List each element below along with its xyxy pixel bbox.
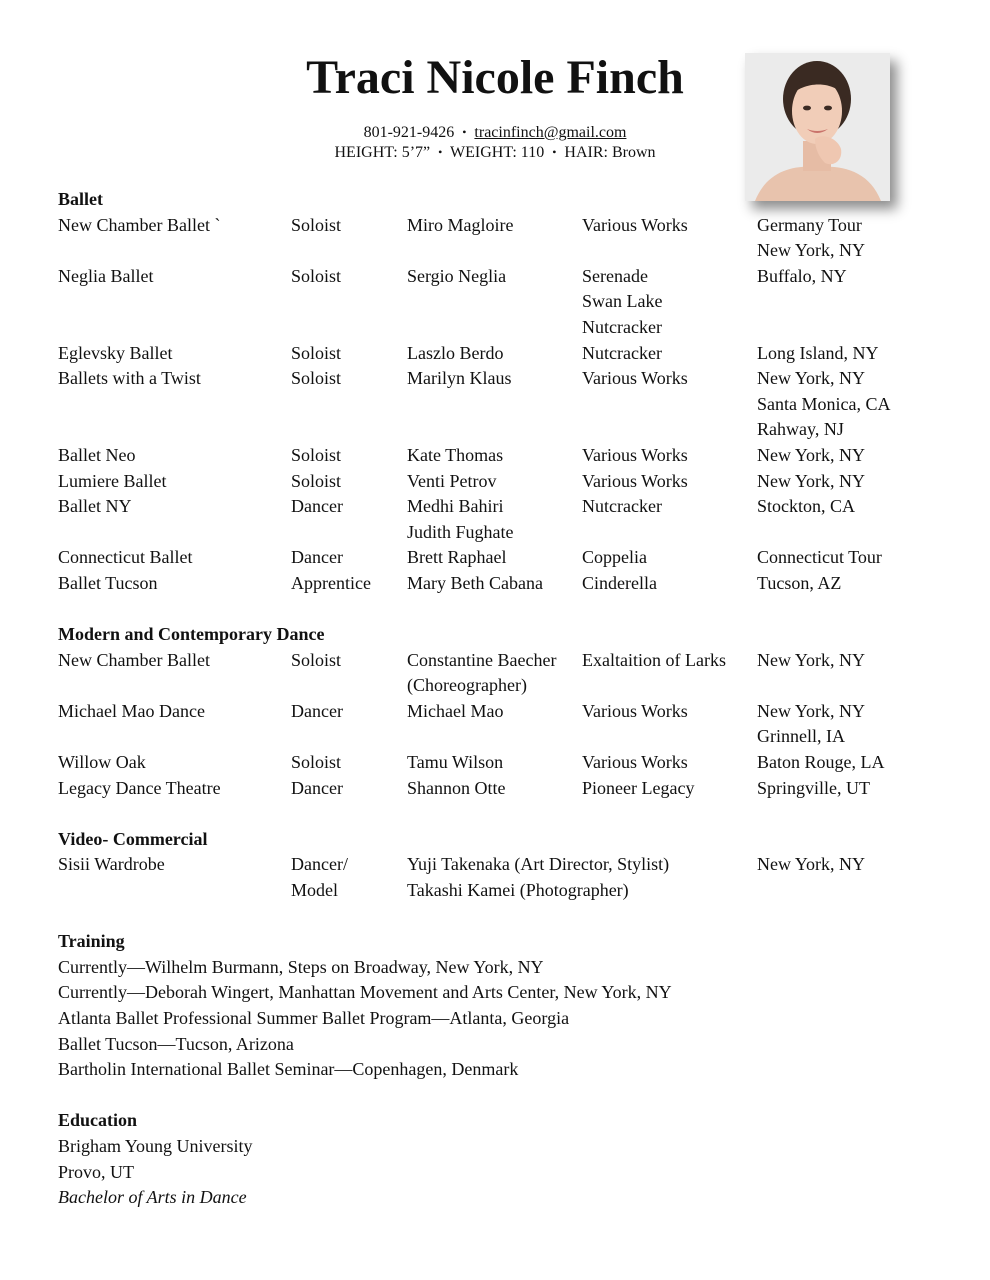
works-cell-line: Various Works — [582, 752, 688, 773]
role-cell — [291, 443, 407, 469]
role-cell — [291, 571, 407, 597]
location-cell-line: New York, NY — [757, 700, 866, 721]
director-cell — [407, 648, 582, 699]
company-cell — [58, 469, 291, 495]
video-role-line: Model — [291, 880, 338, 901]
works-cell-line: Various Works — [582, 700, 688, 721]
role-cell — [291, 366, 407, 443]
video-credit-line: Takashi Kamei (Photographer) — [407, 880, 629, 901]
works-cell-line: Serenade — [582, 265, 648, 286]
ballet-row — [58, 366, 938, 443]
company-cell — [58, 494, 291, 545]
ballet-row — [58, 443, 938, 469]
director-cell-line: Miro Magloire — [407, 214, 514, 235]
director-cell-line: Marilyn Klaus — [407, 368, 512, 389]
training-item: Currently—Wilhelm Burmann, Steps on Broadway, New York, NY — [58, 956, 544, 977]
training-item: Bartholin International Ballet Seminar—Copenhagen, Denmark — [58, 1059, 519, 1080]
works-cell-line: Various Works — [582, 368, 688, 389]
works-cell — [582, 545, 757, 571]
section-title-training: Training — [58, 931, 125, 952]
works-cell — [582, 341, 757, 367]
education-school: Brigham Young University — [58, 1135, 253, 1156]
company-cell-line: Ballet Neo — [58, 444, 136, 465]
role-cell — [291, 699, 407, 750]
company-cell-line: Connecticut Ballet — [58, 547, 193, 568]
company-cell — [58, 443, 291, 469]
location-cell — [757, 699, 937, 750]
role-cell-line: Soloist — [291, 368, 342, 389]
modern-row — [58, 750, 938, 776]
director-cell — [407, 264, 582, 341]
role-cell-line: Soloist — [291, 470, 342, 491]
works-cell — [582, 366, 757, 443]
works-cell-line: Coppelia — [582, 547, 647, 568]
director-cell-line: Laszlo Berdo — [407, 342, 504, 363]
location-cell-line: Baton Rouge, LA — [757, 752, 885, 773]
training-item: Currently—Deborah Wingert, Manhattan Movement and Arts Center, New York, NY — [58, 982, 672, 1003]
company-cell-line: Neglia Ballet — [58, 265, 154, 286]
location-cell — [757, 776, 937, 802]
training-item: Ballet Tucson—Tucson, Arizona — [58, 1033, 294, 1054]
location-cell-line: New York, NY — [757, 649, 866, 670]
location-cell — [757, 443, 937, 469]
company-cell-line: Legacy Dance Theatre — [58, 777, 221, 798]
works-cell — [582, 264, 757, 341]
ballet-row — [58, 494, 938, 545]
role-cell — [291, 545, 407, 571]
director-cell-line: Medhi Bahiri — [407, 496, 504, 517]
video-location: New York, NY — [757, 854, 866, 875]
location-cell — [757, 648, 937, 699]
works-cell-line: Nutcracker — [582, 342, 662, 363]
role-cell-line: Soloist — [291, 265, 342, 286]
role-cell — [291, 213, 407, 264]
location-cell — [757, 545, 937, 571]
role-cell — [291, 341, 407, 367]
company-cell-line: Ballet Tucson — [58, 572, 158, 593]
resume-body — [58, 187, 938, 1211]
works-cell-line: Various Works — [582, 444, 688, 465]
video-credit-line: Yuji Takenaka (Art Director, Stylist) — [407, 854, 670, 875]
role-cell-line: Apprentice — [291, 572, 371, 593]
works-cell-line: Nutcracker — [582, 316, 662, 337]
section-title-modern: Modern and Contemporary Dance — [58, 624, 325, 645]
director-cell — [407, 469, 582, 495]
location-cell — [757, 213, 937, 264]
director-cell-line: Constantine Baecher — [407, 649, 557, 670]
director-cell-line: (Choreographer) — [407, 675, 527, 696]
director-cell — [407, 571, 582, 597]
company-cell — [58, 264, 291, 341]
company-cell — [58, 776, 291, 802]
weight-stat: WEIGHT: 110 — [450, 144, 545, 161]
director-cell — [407, 750, 582, 776]
role-cell — [291, 750, 407, 776]
company-cell — [58, 648, 291, 699]
modern-row — [58, 776, 938, 802]
company-cell — [58, 571, 291, 597]
role-cell-line: Soloist — [291, 342, 342, 363]
works-cell-line: Pioneer Legacy — [582, 777, 695, 798]
resume-name: Traci Nicole Finch — [306, 51, 684, 104]
ballet-table — [58, 213, 938, 597]
company-cell-line: New Chamber Ballet — [58, 649, 210, 670]
director-cell-line: Kate Thomas — [407, 444, 504, 465]
director-cell-line: Tamu Wilson — [407, 752, 504, 773]
role-cell-line: Soloist — [291, 214, 342, 235]
role-cell — [291, 494, 407, 545]
works-cell-line: Nutcracker — [582, 496, 662, 517]
company-cell-line: Michael Mao Dance — [58, 700, 205, 721]
company-cell-line: Ballet NY — [58, 496, 132, 517]
location-cell-line: Connecticut Tour — [757, 547, 882, 568]
director-cell — [407, 699, 582, 750]
company-cell-line: Lumiere Ballet — [58, 470, 167, 491]
location-cell-line: Santa Monica, CA — [757, 393, 891, 414]
works-cell — [582, 776, 757, 802]
location-cell-line: Long Island, NY — [757, 342, 879, 363]
location-cell-line: Germany Tour — [757, 214, 862, 235]
location-cell-line: New York, NY — [757, 444, 866, 465]
role-cell-line: Soloist — [291, 444, 342, 465]
location-cell — [757, 264, 937, 341]
ballet-row — [58, 341, 938, 367]
works-cell — [582, 443, 757, 469]
location-cell — [757, 750, 937, 776]
company-cell — [58, 341, 291, 367]
role-cell-line: Dancer — [291, 496, 343, 517]
location-cell-line: Grinnell, IA — [757, 726, 845, 747]
works-cell-line: Cinderella — [582, 572, 657, 593]
training-item: Atlanta Ballet Professional Summer Ballet Program—Atlanta, Georgia — [58, 1008, 570, 1028]
role-cell — [291, 648, 407, 699]
works-cell-line: Exaltaition of Larks — [582, 649, 726, 670]
ballet-row — [58, 545, 938, 571]
training-list — [58, 955, 938, 1083]
location-cell — [757, 366, 937, 443]
role-cell-line: Dancer — [291, 777, 343, 798]
director-cell — [407, 776, 582, 802]
director-cell-line: Judith Fughate — [407, 521, 514, 542]
role-cell-line: Dancer — [291, 700, 343, 721]
separator-dot: • — [438, 145, 443, 159]
modern-table — [58, 648, 938, 802]
location-cell-line: New York, NY — [757, 470, 866, 491]
role-cell-line: Dancer — [291, 547, 343, 568]
director-cell-line: Sergio Neglia — [407, 265, 507, 286]
location-cell-line: New York, NY — [757, 240, 866, 261]
role-cell — [291, 264, 407, 341]
location-cell-line: New York, NY — [757, 368, 866, 389]
works-cell — [582, 699, 757, 750]
director-cell-line: Shannon Otte — [407, 777, 506, 798]
headshot-photo — [745, 53, 890, 201]
modern-row — [58, 648, 938, 699]
director-cell — [407, 494, 582, 545]
company-cell-line: Ballets with a Twist — [58, 368, 201, 389]
works-cell — [582, 213, 757, 264]
ballet-row — [58, 469, 938, 495]
email-link[interactable]: tracinfinch@gmail.com — [474, 124, 627, 141]
works-cell-line: Swan Lake — [582, 291, 663, 312]
director-cell-line: Brett Raphael — [407, 547, 507, 568]
location-cell-line: Tucson, AZ — [757, 572, 842, 593]
director-cell — [407, 443, 582, 469]
section-title-ballet: Ballet — [58, 189, 103, 209]
hair-stat: HAIR: Brown — [564, 144, 656, 161]
education-city: Provo, UT — [58, 1161, 134, 1182]
role-cell-line: Soloist — [291, 752, 342, 773]
works-cell — [582, 648, 757, 699]
location-cell — [757, 494, 937, 545]
company-cell — [58, 366, 291, 443]
headshot-illustration — [745, 53, 890, 201]
company-cell-line: New Chamber Ballet ` — [58, 214, 221, 235]
location-cell-line: Rahway, NJ — [757, 419, 844, 440]
video-role-line: Dancer/ — [291, 854, 348, 875]
works-cell — [582, 469, 757, 495]
role-cell — [291, 469, 407, 495]
section-title-education: Education — [58, 1110, 138, 1131]
company-cell-line: Willow Oak — [58, 752, 146, 773]
section-title-video: Video- Commercial — [58, 828, 208, 849]
works-cell-line: Various Works — [582, 470, 688, 491]
company-cell-line: Eglevsky Ballet — [58, 342, 173, 363]
ballet-row — [58, 213, 938, 264]
works-cell — [582, 750, 757, 776]
director-cell — [407, 341, 582, 367]
location-cell — [757, 469, 937, 495]
separator-dot: • — [552, 145, 557, 159]
director-cell — [407, 213, 582, 264]
modern-row — [58, 699, 938, 750]
location-cell-line: Stockton, CA — [757, 496, 856, 517]
ballet-row — [58, 264, 938, 341]
company-cell — [58, 699, 291, 750]
director-cell-line: Michael Mao — [407, 700, 504, 721]
works-cell — [582, 494, 757, 545]
director-cell — [407, 545, 582, 571]
height-stat: HEIGHT: 5’7” — [334, 144, 431, 161]
director-cell-line: Mary Beth Cabana — [407, 572, 543, 593]
works-cell-line: Various Works — [582, 214, 688, 235]
education-degree: Bachelor of Arts in Dance — [58, 1187, 247, 1208]
company-cell — [58, 213, 291, 264]
video-company: Sisii Wardrobe — [58, 854, 165, 875]
company-cell — [58, 750, 291, 776]
phone-number: 801-921-9426 — [363, 124, 455, 141]
role-cell-line: Soloist — [291, 649, 342, 670]
company-cell — [58, 545, 291, 571]
separator-dot: • — [462, 125, 467, 139]
works-cell — [582, 571, 757, 597]
location-cell — [757, 571, 937, 597]
location-cell — [757, 341, 937, 367]
location-cell-line: Springville, UT — [757, 777, 870, 798]
video-row — [58, 852, 938, 903]
director-cell — [407, 366, 582, 443]
location-cell-line: Buffalo, NY — [757, 265, 847, 286]
director-cell-line: Venti Petrov — [407, 470, 497, 491]
role-cell — [291, 776, 407, 802]
ballet-row — [58, 571, 938, 597]
